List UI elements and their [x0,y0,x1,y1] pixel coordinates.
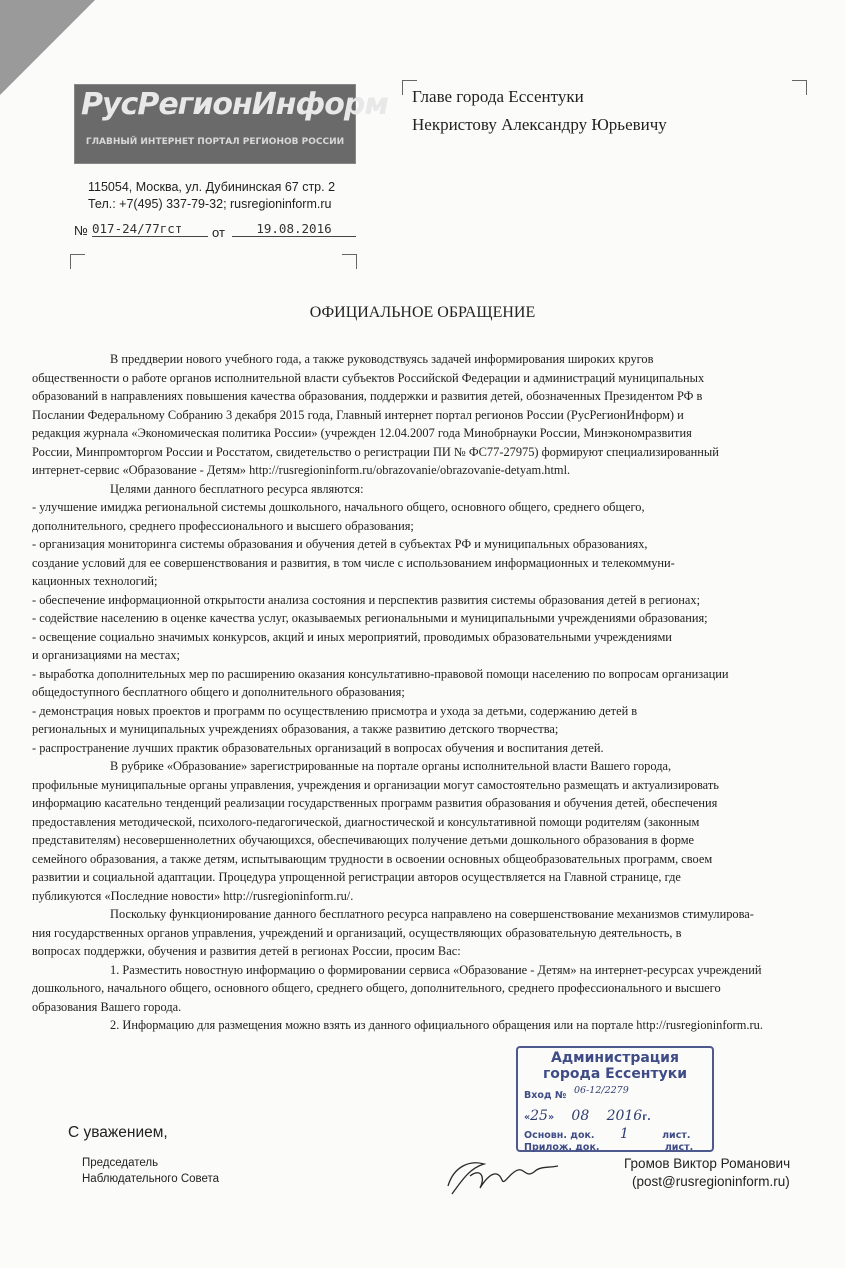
sender-address: 115054, Москва, ул. Дубининская 67 стр. 2 [88,180,336,194]
body-line: региональных и муниципальных учреждениях образования, а также развитию детского творчества; [32,722,559,736]
stamp-sheets-label: лист. [662,1130,691,1141]
stamp-line-1: Администрация [551,1050,679,1066]
body-line: России, Минпромторгом России и Росстатом, свидетельство о регистрации ПИ № ФС77-27975) формируют специализированный [32,444,719,459]
stamp-date-month: 08 [571,1108,590,1124]
body-line: - выработка дополнительных мер по расширению оказания консультативно-правовой помощи населению по вопросам организации [32,666,729,681]
company-logo [74,84,388,164]
body-line: публикуются «Последние новости» http://rusregioninform.ru/. [32,888,354,903]
body-line: Целями данного бесплатного ресурса являются: [110,481,364,496]
body-line: В рубрике «Образование» зарегистрированные на портале органы исполнительной власти Вашего города, [110,759,672,773]
stamp-attach-sheets-label: лист. [664,1142,694,1153]
body-line: общедоступного бесплатного общего и дополнительного образования; [32,685,405,699]
body-line: образования Вашего города. [32,999,182,1014]
body-line: В преддверии нового учебного года, а также руководствуясь задачей информирования широких кругов [110,352,654,366]
recipient-line-1: Главе города Ессентуки [412,87,584,106]
letter-body [32,350,832,1035]
stamp-year-suffix: г. [642,1112,651,1123]
body-line: - содействие населению в оценке качества услуг, оказываемых региональными и муниципальными учреждениями образования; [32,611,708,625]
corner-bracket-right [342,254,357,269]
logo-title: РусРегионИнформ [81,87,388,122]
corner-bracket-left [70,254,85,269]
stamp-entry-label: Вход № [524,1090,567,1101]
body-line: редакция журнала «Экономическая политика России» (учрежден 12.04.2007 года Минобрнауки России, Минэкономразвития [32,426,692,440]
signer-name: Громов Виктор Романович [624,1156,791,1171]
signer-email: (post@rusregioninform.ru) [632,1174,790,1189]
body-line: представителям) несовершеннолетних обучающихся, обеспечивающих получение детьми дошкольного образования в форме [32,833,695,847]
closing-greeting: С уважением, [68,1124,168,1141]
body-line: интернет-сервис «Образование - Детям» http://rusregioninform.ru/obrazovanie/obrazovanie-detyam.html. [32,463,571,477]
body-line: 1. Разместить новостную информацию о формировании сервиса «Образование - Детям» на интернет-ресурсах учреждений [110,962,762,977]
recipient-line-2: Некристову Александру Юрьевичу [412,115,667,134]
body-line: предоставления методической, психолого-педагогической, диагностической и консультативной помощи родителям (законным [32,814,700,829]
folded-corner [0,0,95,95]
handwritten-signature [440,1146,570,1206]
signer-position-line-1: Председатель [82,1157,159,1169]
outgoing-date: 19.08.2016 [232,221,356,237]
body-line: - организация мониторинга системы образования и обучения детей в субъектах РФ и муниципальных образованиях, [32,537,648,551]
body-line: Послании Федеральному Собранию 3 декабря 2015 года, Главный интернет портал регионов России (РусРегионИнформ) и [32,407,684,422]
body-line: - обеспечение информационной открытости анализа состояния и перспектив развития системы образования детей в регионах; [32,592,701,607]
body-line: и организациями на местах; [32,648,180,662]
body-line: - освещение социально значимых конкурсов, акций и иных мероприятий, проводимых образовательными учреждениями [32,629,672,644]
sender-contacts: Тел.: +7(495) 337-79-32; rusregioninform.ru [88,197,332,211]
body-line: создание условий для ее совершенствования и развития, в том числе с использованием информационных и телекоммуни- [32,555,675,570]
body-line: - демонстрация новых проектов и программ по осуществлению присмотра и ухода за детьми, содержанию детей в [32,703,638,718]
corner-bracket-recipient-right [792,80,807,95]
body-line: профильные муниципальные органы управления, учреждения и организации могут самостоятельно размещать и актуализировать [32,777,719,792]
body-line: Поскольку функционирование данного бесплатного ресурса направлено на совершенствование механизмов стимулирова- [110,907,754,921]
document-title: ОФИЦИАЛЬНОЕ ОБРАЩЕНИЕ [309,304,536,321]
body-line: дошкольного, начального общего, основного общего, среднего общего, дополнительного, среднего профессионального и высшего [32,981,721,995]
stamp-date-day: 25 [530,1108,548,1124]
body-line: информацию касательно тенденций реализации государственных программ развития образования и обучения детей, обеспечения [32,796,718,810]
number-label: № [74,223,88,238]
body-line: - распространение лучших практик образовательных организаций в вопросах обучения и воспитания детей. [32,740,604,755]
body-line: дополнительного, среднего профессионального и высшего образования; [32,518,414,533]
body-line: 2. Информацию для размещения можно взять из данного официального обращения или на портале http://rusregioninform.ru. [110,1018,763,1032]
body-line: семейного образования, а также детям, испытывающим трудности в освоении основных общеобразовательных программ, своем [32,851,713,866]
logo-subtitle: ГЛАВНЫЙ ИНТЕРНЕТ ПОРТАЛ РЕГИОНОВ РОССИИ [85,137,345,147]
body-line: общественности о работе органов исполнительной власти субъектов Российской Федерации и администраций муниципальных [32,370,705,385]
signer-position-line-2: Наблюдательного Совета [82,1173,220,1185]
body-line: ния государственных органов управления, учреждений и организаций, осуществляющих образовательную деятельность, в [32,925,682,940]
body-line: образований в направлениях повышения качества образования, поддержки и развития детей, обозначенных Президентом РФ в [32,389,703,403]
body-line: кационных технологий; [32,574,158,588]
stamp-line-2: города Ессентуки [542,1066,688,1082]
date-label: от [212,225,225,240]
body-line: развитии и социальной адаптации. Процедура упрощенной регистрации авторов осуществляется на Главной странице, где [32,870,681,884]
registration-stamp: Администрация города Ессентуки Вход № 06-12/2279 «25» 08 2016г. Основн. док. 1 лист. Прилож. док. лист. [516,1046,714,1152]
stamp-date-year: 2016 [606,1108,643,1124]
stamp-main-doc-value: 1 [619,1126,629,1142]
stamp-attach-label: Прилож. док. [524,1142,600,1153]
body-line: вопросах поддержки, обучения и развития детей в регионах России, просим Вас: [32,944,461,958]
stamp-entry-value: 06-12/2279 [574,1085,629,1096]
body-line: - улучшение имиджа региональной системы дошкольного, начального общего, основного общего, среднего общего, [32,500,645,514]
outgoing-number: 017-24/77гст [92,221,208,237]
stamp-main-doc-label: Основн. док. [524,1130,595,1141]
